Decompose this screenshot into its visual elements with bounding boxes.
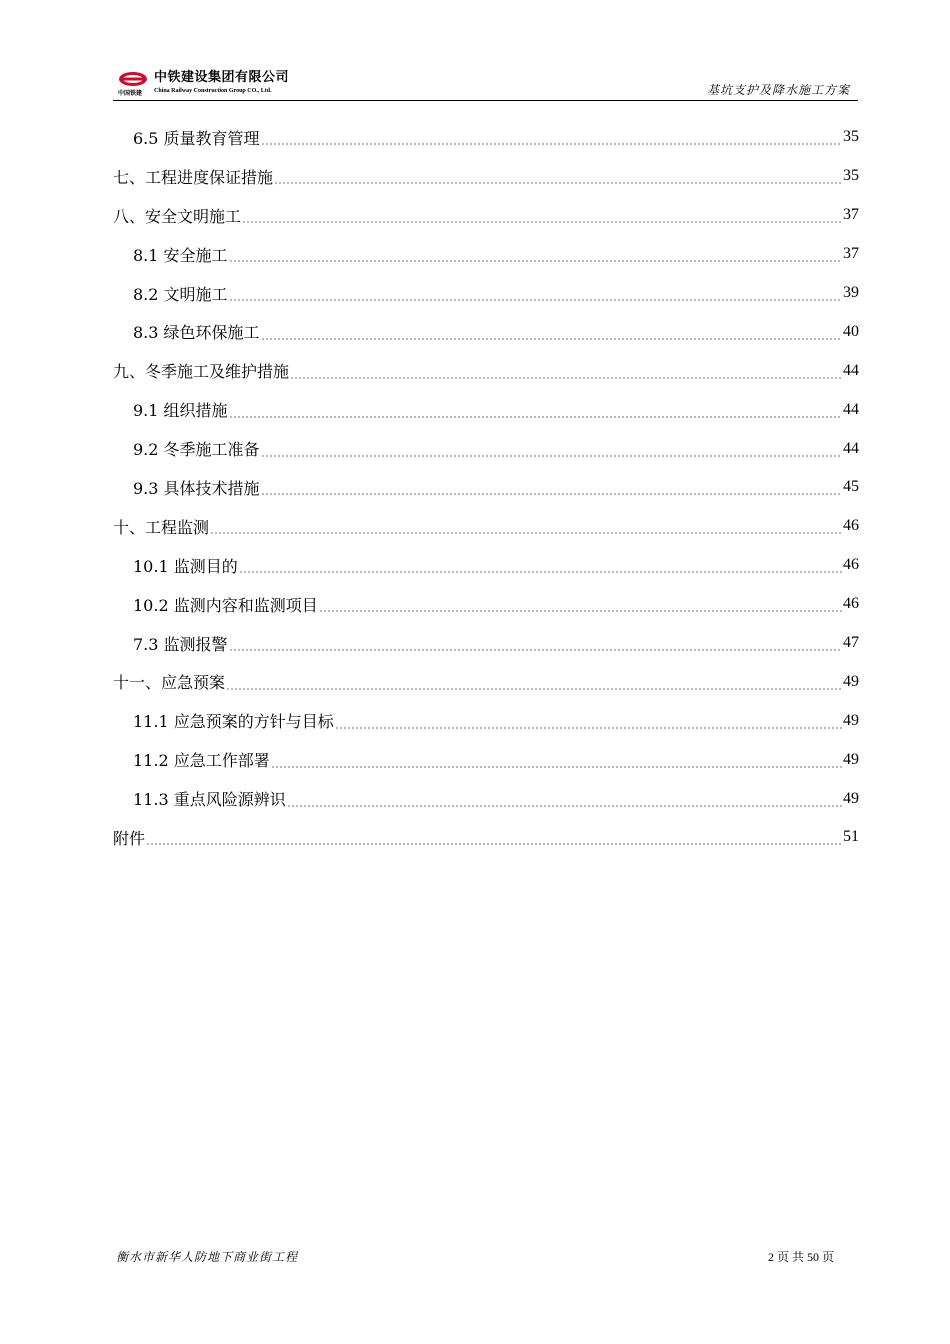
table-of-contents bbox=[113, 118, 859, 857]
toc-entry[interactable] bbox=[113, 390, 859, 429]
toc-entry-page: 44 bbox=[843, 400, 859, 418]
toc-entry-page: 46 bbox=[843, 517, 859, 535]
toc-dot-leader bbox=[229, 287, 842, 303]
toc-entry[interactable] bbox=[113, 312, 859, 351]
crcc-logo-icon bbox=[118, 71, 148, 87]
toc-entry[interactable] bbox=[113, 701, 859, 740]
toc-dot-leader bbox=[229, 637, 842, 653]
toc-entry[interactable] bbox=[113, 429, 859, 468]
toc-entry-label: 9.3 具体技术措施 bbox=[133, 478, 260, 498]
toc-entry-label: 8.3 绿色环保施工 bbox=[133, 323, 260, 343]
toc-entry-label: 八、安全文明施工 bbox=[113, 206, 242, 226]
company-name-en: China Railway Construction Group CO., Ltd. bbox=[154, 88, 272, 94]
toc-dot-leader bbox=[229, 248, 842, 264]
toc-dot-leader bbox=[242, 209, 842, 225]
toc-entry-label: 9.2 冬季施工准备 bbox=[133, 440, 260, 460]
toc-dot-leader bbox=[229, 404, 842, 420]
page-number: 2 页 共 50 页 bbox=[767, 1250, 834, 1264]
toc-entry-page: 37 bbox=[843, 206, 859, 224]
toc-entry-label: 附件 bbox=[113, 828, 146, 848]
toc-entry-page: 47 bbox=[843, 634, 859, 652]
toc-entry[interactable] bbox=[113, 507, 859, 546]
toc-dot-leader bbox=[261, 481, 842, 497]
toc-dot-leader bbox=[271, 754, 842, 770]
toc-dot-leader bbox=[146, 831, 842, 847]
toc-entry-label: 11.1 应急预案的方针与目标 bbox=[133, 712, 334, 732]
toc-entry-label: 七、工程进度保证措施 bbox=[113, 167, 274, 187]
toc-entry[interactable] bbox=[113, 274, 859, 313]
toc-entry[interactable] bbox=[113, 157, 859, 196]
toc-dot-leader bbox=[335, 715, 842, 731]
toc-entry-page: 46 bbox=[843, 556, 859, 574]
project-name: 衡水市新华人防地下商业街工程 bbox=[116, 1250, 299, 1264]
toc-entry[interactable] bbox=[113, 779, 859, 818]
toc-entry-label: 九、冬季施工及维护措施 bbox=[113, 362, 290, 382]
page-footer bbox=[113, 1248, 858, 1266]
toc-entry-page: 45 bbox=[843, 478, 859, 496]
toc-entry-page: 51 bbox=[843, 828, 859, 846]
toc-dot-leader bbox=[274, 170, 842, 186]
toc-entry-page: 44 bbox=[843, 439, 859, 457]
toc-entry[interactable] bbox=[113, 196, 859, 235]
toc-entry-label: 10.2 监测内容和监测项目 bbox=[133, 595, 318, 615]
toc-entry[interactable] bbox=[113, 585, 859, 624]
toc-entry-label: 6.5 质量教育管理 bbox=[133, 128, 260, 148]
toc-entry[interactable] bbox=[113, 235, 859, 274]
toc-dot-leader bbox=[261, 131, 842, 147]
logo-cn-small: 中国铁建 bbox=[118, 90, 143, 97]
toc-dot-leader bbox=[290, 365, 842, 381]
toc-entry[interactable] bbox=[113, 740, 859, 779]
toc-entry-page: 46 bbox=[843, 595, 859, 613]
toc-entry-page: 49 bbox=[843, 672, 859, 690]
toc-entry-page: 35 bbox=[843, 167, 859, 185]
toc-entry-label: 8.1 安全施工 bbox=[133, 245, 228, 265]
toc-dot-leader bbox=[226, 676, 842, 692]
toc-entry-page: 49 bbox=[843, 711, 859, 729]
toc-entry-page: 44 bbox=[843, 361, 859, 379]
toc-entry-page: 39 bbox=[843, 284, 859, 301]
toc-entry-label: 8.2 文明施工 bbox=[133, 284, 228, 304]
toc-entry[interactable] bbox=[113, 118, 859, 157]
toc-entry-label: 11.2 应急工作部署 bbox=[133, 751, 270, 771]
toc-dot-leader bbox=[210, 520, 842, 536]
toc-entry-label: 十一、应急预案 bbox=[113, 673, 226, 693]
toc-entry[interactable] bbox=[113, 662, 859, 701]
toc-entry[interactable] bbox=[113, 468, 859, 507]
toc-entry[interactable] bbox=[113, 351, 859, 390]
document-title: 基坑支护及降水施工方案 bbox=[706, 83, 850, 97]
company-name-cn: 中铁建设集团有限公司 bbox=[154, 70, 290, 85]
toc-entry[interactable] bbox=[113, 546, 859, 585]
toc-dot-leader bbox=[239, 559, 842, 575]
toc-entry-page: 49 bbox=[843, 789, 859, 807]
toc-entry[interactable] bbox=[113, 818, 859, 857]
page-header bbox=[113, 66, 858, 101]
toc-entry[interactable] bbox=[113, 624, 859, 663]
toc-entry-page: 37 bbox=[843, 245, 859, 263]
toc-dot-leader bbox=[261, 326, 842, 342]
toc-entry-label: 9.1 组织措施 bbox=[133, 401, 228, 421]
toc-entry-label: 11.3 重点风险源辨识 bbox=[133, 790, 286, 810]
toc-entry-label: 十、工程监测 bbox=[113, 517, 210, 537]
toc-dot-leader bbox=[319, 598, 842, 614]
toc-entry-label: 7.3 监测报警 bbox=[133, 634, 228, 654]
toc-entry-page: 40 bbox=[843, 322, 859, 340]
toc-entry-label: 10.1 监测目的 bbox=[133, 556, 238, 576]
toc-entry-page: 35 bbox=[843, 128, 859, 146]
toc-entry-page: 49 bbox=[843, 750, 859, 768]
toc-dot-leader bbox=[287, 793, 842, 809]
toc-dot-leader bbox=[261, 443, 842, 459]
